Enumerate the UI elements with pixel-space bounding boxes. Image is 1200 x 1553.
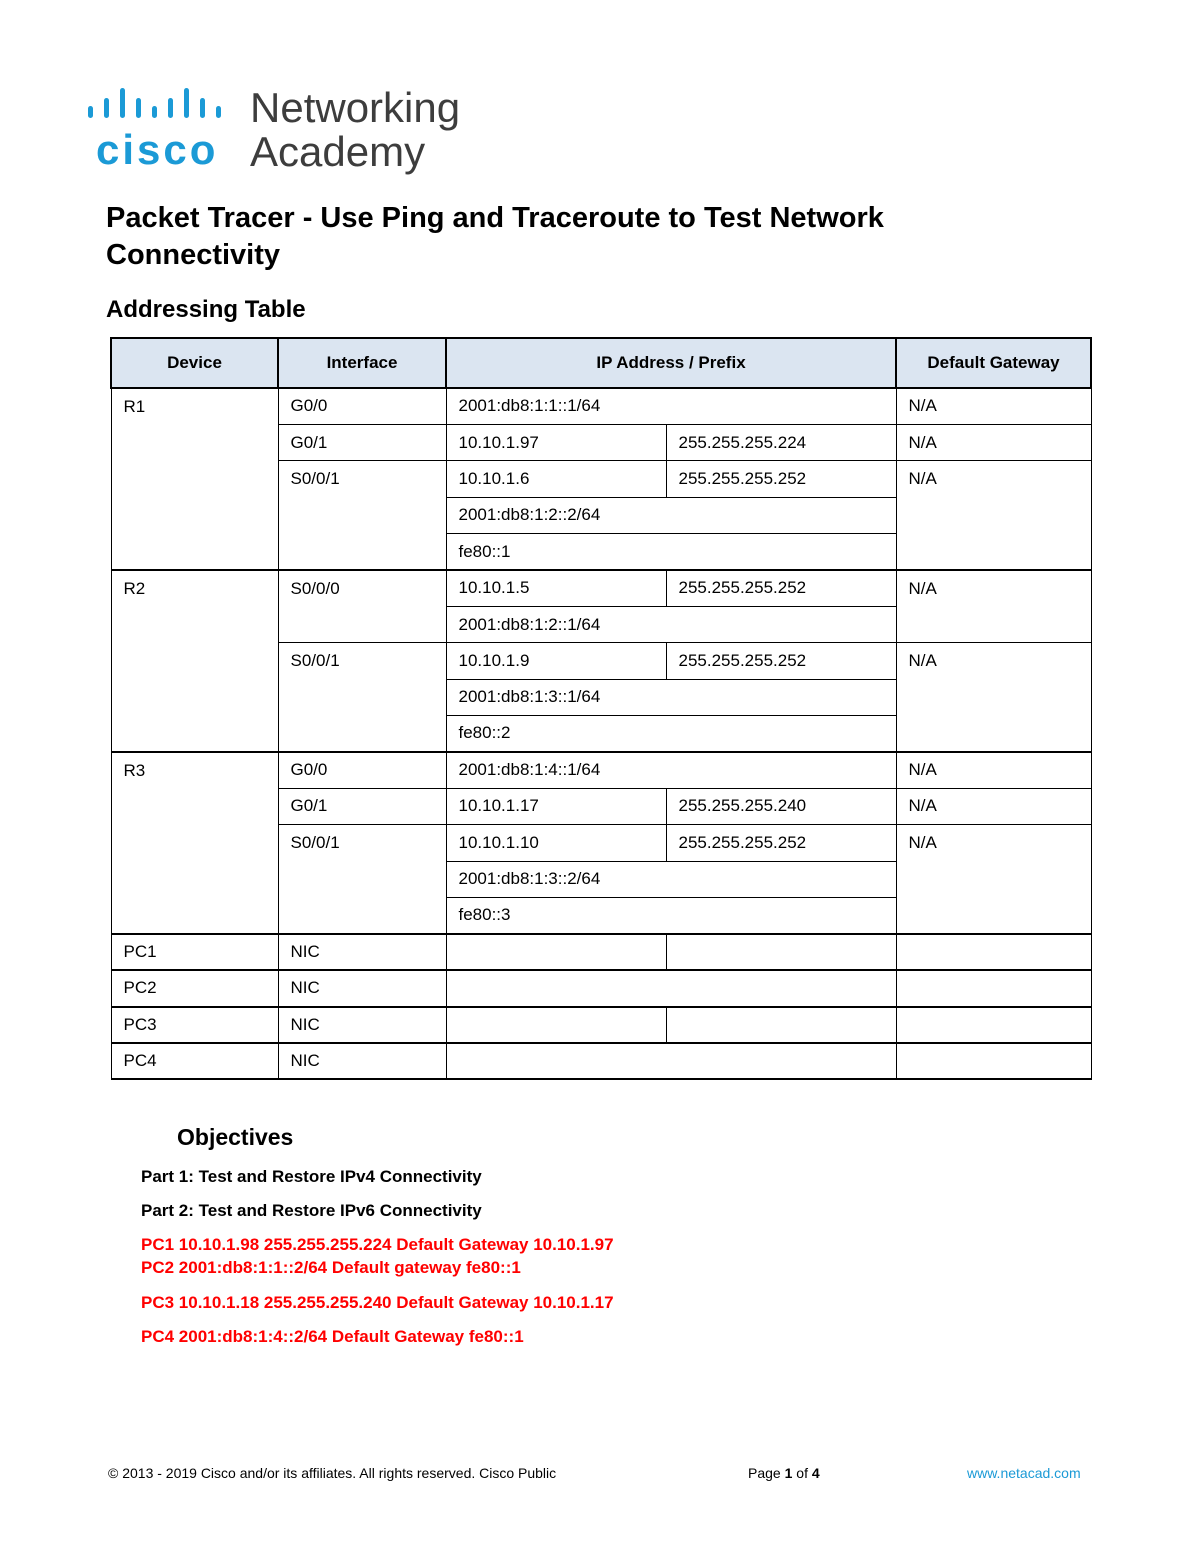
page-total: 4	[811, 1465, 820, 1481]
device-cell: R3	[111, 752, 278, 934]
objective-part-1: Part 1: Test and Restore IPv4 Connectivity	[141, 1167, 482, 1186]
addressing-table-heading: Addressing Table	[106, 296, 306, 323]
device-cell: PC3	[111, 1007, 278, 1043]
address-cell[interactable]	[446, 970, 896, 1006]
interface-cell: G0/1	[278, 424, 446, 460]
interface-cell: S0/0/1	[278, 643, 446, 752]
table-header-row	[111, 338, 1091, 388]
device-cell: R2	[111, 570, 278, 752]
header-default-gateway: Default Gateway	[896, 338, 1091, 388]
gateway-cell: N/A	[896, 461, 1091, 570]
device-cell: PC2	[111, 970, 278, 1006]
address-cell: fe80::1	[446, 534, 896, 570]
ip-cell: 10.10.1.10	[446, 825, 666, 861]
ip-cell: 10.10.1.5	[446, 570, 666, 606]
mask-cell[interactable]	[666, 934, 896, 970]
address-cell: 2001:db8:1:3::1/64	[446, 679, 896, 715]
cisco-wordmark: cisco	[96, 126, 219, 173]
address-cell: 2001:db8:1:4::1/64	[446, 752, 896, 788]
header-device: Device	[111, 338, 278, 388]
gateway-cell[interactable]	[896, 1007, 1091, 1043]
gateway-cell: N/A	[896, 643, 1091, 752]
table-row	[111, 752, 1091, 788]
interface-cell: G0/0	[278, 752, 446, 788]
footer-page-number	[748, 1465, 820, 1481]
interface-cell: NIC	[278, 1007, 446, 1043]
table-row	[111, 934, 1091, 970]
mask-cell: 255.255.255.224	[666, 424, 896, 460]
address-cell: 2001:db8:1:1::1/64	[446, 388, 896, 424]
interface-cell: G0/1	[278, 788, 446, 824]
page-label: Page	[748, 1465, 781, 1481]
academy-line-1: Networking	[250, 84, 461, 131]
interface-cell: NIC	[278, 970, 446, 1006]
gateway-cell: N/A	[896, 388, 1091, 424]
addressing-table	[110, 337, 1092, 1080]
gateway-cell[interactable]	[896, 934, 1091, 970]
table-row	[111, 570, 1091, 606]
answer-note-pc3: PC3 10.10.1.18 255.255.255.240 Default Gateway 10.10.1.17	[141, 1293, 614, 1312]
answer-note-pc4: PC4 2001:db8:1:4::2/64 Default Gateway fe80::1	[141, 1327, 524, 1346]
objective-part-2: Part 2: Test and Restore IPv6 Connectivity	[141, 1201, 482, 1220]
mask-cell: 255.255.255.252	[666, 461, 896, 497]
answer-note-pc2: PC2 2001:db8:1:1::2/64 Default gateway fe80::1	[141, 1258, 521, 1277]
gateway-cell: N/A	[896, 570, 1091, 643]
table-row	[111, 388, 1091, 424]
ip-cell: 10.10.1.6	[446, 461, 666, 497]
address-cell: 2001:db8:1:2::2/64	[446, 497, 896, 533]
mask-cell: 255.255.255.240	[666, 788, 896, 824]
table-row	[111, 1043, 1091, 1079]
academy-name	[250, 86, 460, 174]
ip-cell: 10.10.1.9	[446, 643, 666, 679]
address-cell: 2001:db8:1:3::2/64	[446, 861, 896, 897]
ip-cell[interactable]	[446, 1007, 666, 1043]
footer-copyright: © 2013 - 2019 Cisco and/or its affiliates. All rights reserved. Cisco Public	[108, 1465, 557, 1481]
mask-cell: 255.255.255.252	[666, 825, 896, 861]
table-row	[111, 970, 1091, 1006]
address-cell: 2001:db8:1:2::1/64	[446, 606, 896, 642]
page-of: of	[796, 1465, 808, 1481]
interface-cell: G0/0	[278, 388, 446, 424]
device-cell: PC1	[111, 934, 278, 970]
mask-cell[interactable]	[666, 1007, 896, 1043]
gateway-cell: N/A	[896, 752, 1091, 788]
device-cell: PC4	[111, 1043, 278, 1079]
cisco-networking-academy-logo	[84, 86, 474, 178]
page-current: 1	[784, 1465, 793, 1481]
gateway-cell: N/A	[896, 825, 1091, 934]
header-ip-prefix: IP Address / Prefix	[446, 338, 896, 388]
objectives-heading: Objectives	[177, 1124, 294, 1150]
academy-line-2: Academy	[250, 128, 426, 175]
address-cell: fe80::3	[446, 897, 896, 933]
ip-cell: 10.10.1.17	[446, 788, 666, 824]
gateway-cell: N/A	[896, 424, 1091, 460]
answer-note-pc1: PC1 10.10.1.98 255.255.255.224 Default Gateway 10.10.1.97	[141, 1235, 614, 1254]
interface-cell: S0/0/1	[278, 461, 446, 570]
gateway-cell[interactable]	[896, 1043, 1091, 1079]
table-row	[111, 1007, 1091, 1043]
interface-cell: NIC	[278, 1043, 446, 1079]
footer-website-link[interactable]: www.netacad.com	[967, 1465, 1081, 1481]
mask-cell: 255.255.255.252	[666, 570, 896, 606]
ip-cell[interactable]	[446, 934, 666, 970]
address-cell: fe80::2	[446, 716, 896, 752]
document-title: Packet Tracer - Use Ping and Traceroute to Test Network Connectivity	[106, 202, 884, 271]
gateway-cell: N/A	[896, 788, 1091, 824]
cisco-bars-icon	[84, 86, 244, 122]
header-interface: Interface	[278, 338, 446, 388]
interface-cell: NIC	[278, 934, 446, 970]
gateway-cell[interactable]	[896, 970, 1091, 1006]
mask-cell: 255.255.255.252	[666, 643, 896, 679]
device-cell: R1	[111, 388, 278, 570]
interface-cell: S0/0/0	[278, 570, 446, 643]
ip-cell: 10.10.1.97	[446, 424, 666, 460]
address-cell[interactable]	[446, 1043, 896, 1079]
interface-cell: S0/0/1	[278, 825, 446, 934]
